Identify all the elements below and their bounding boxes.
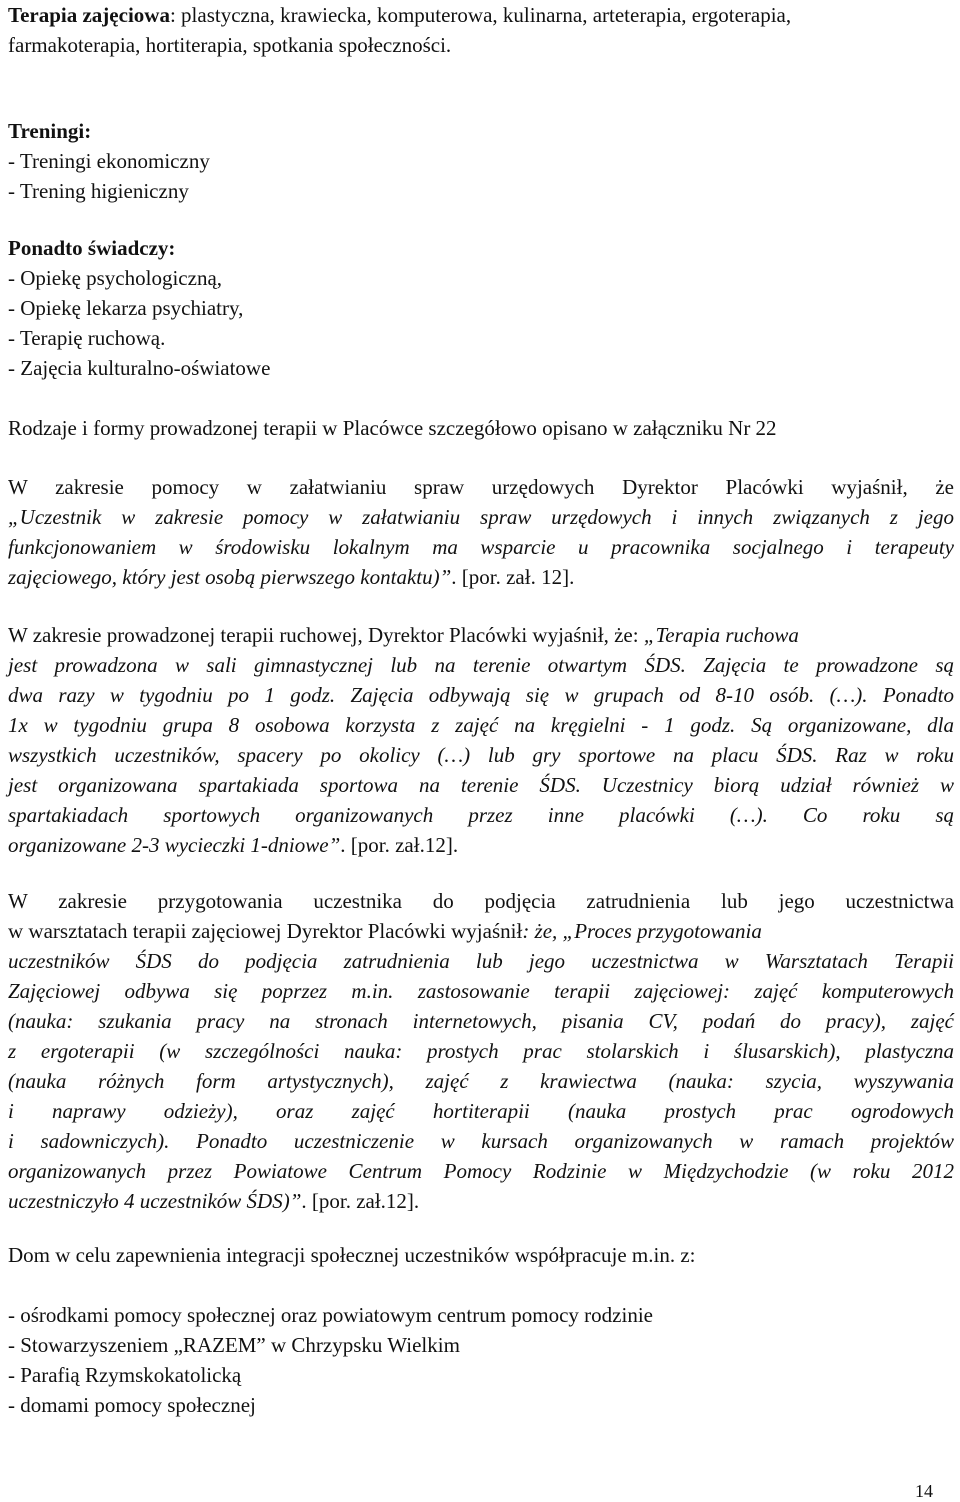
ruchowa-line-8-ref: . [por. zał.12].	[340, 833, 459, 857]
terapia-text-1: : plastyczna, krawiecka, komputerowa, kulinarna, arteterapia, ergoterapia,	[169, 3, 792, 27]
urzedowe-line-1: W zakresie pomocy w załatwianiu spraw urzędowych Dyrektor Placówki wyjaśnił, że	[8, 475, 954, 499]
treningi-heading: Treningi:	[8, 119, 92, 143]
zatrudnienie-line-1: W zakresie przygotowania uczestnika do podjęcia zatrudnienia lub jego uczestnictwa	[8, 889, 954, 913]
terapia-text-2: farmakoterapia, hortiterapia, spotkania społeczności.	[8, 33, 452, 57]
list-item: - ośrodkami pomocy społecznej oraz powiatowym centrum pomocy rodzinie	[8, 1303, 653, 1327]
urzedowe-line-3: funkcjonowaniem w środowisku lokalnym ma wsparcie u pracownika socjalnego i terapeuty	[8, 535, 954, 559]
ruchowa-line-7: spartakiadach sportowych organizowanych przez inne placówki (…). Co roku są	[8, 803, 954, 827]
list-item: - Opiekę psychologiczną,	[8, 266, 223, 290]
urzedowe-line-4-ref: . [por. zał. 12].	[451, 565, 575, 589]
list-item: - Stowarzyszeniem „RAZEM” w Chrzypsku Wielkim	[8, 1333, 460, 1357]
terapia-paragraph	[8, 0, 954, 60]
zatrudnienie-line-9: i sadowniczych). Ponadto uczestniczenie w kursach organizowanych w ramach projektów	[8, 1129, 954, 1153]
treningi-section	[8, 116, 954, 206]
urzedowe-paragraph	[8, 472, 954, 592]
ponadto-section	[8, 233, 954, 383]
zatrudnienie-paragraph	[8, 886, 954, 1216]
zatrudnienie-line-2: w warsztatach terapii zajęciowej Dyrektor Placówki wyjaśnił	[8, 919, 523, 943]
ruchowa-line-6: jest organizowana spartakiada sportowa na terenie ŚDS. Uczestnicy biorą udział również w	[8, 773, 954, 797]
list-item: - Trening higieniczny	[8, 179, 189, 203]
dom-intro-text: Dom w celu zapewnienia integracji społecznej uczestników współpracuje m.in. z:	[8, 1243, 696, 1267]
terapia-label: Terapia zajęciowa	[8, 3, 170, 27]
dom-list	[8, 1300, 954, 1420]
ruchowa-line-3: dwa razy w tygodniu po 1 godz. Zajęcia odbywają się w grupach od 8-10 osób. (…). Ponadto	[8, 683, 954, 707]
zatrudnienie-line-7: (nauka różnych form artystycznych), zajęć z krawiectwa (nauka: szycia, wyszywania	[8, 1069, 954, 1093]
list-item: - Zajęcia kulturalno-oświatowe	[8, 356, 271, 380]
list-item: - Terapię ruchową.	[8, 326, 166, 350]
zatrudnienie-line-11: uczestniczyło 4 uczestników ŚDS)”	[8, 1189, 302, 1213]
zatrudnienie-line-2-quote: : że, „Proces przygotowania	[522, 919, 762, 943]
list-item: - Parafią Rzymskokatolicką	[8, 1363, 242, 1387]
zatrudnienie-line-8: i naprawy odzieży), oraz zajęć hortiterapii (nauka prostych prac ogrodowych	[8, 1099, 954, 1123]
dom-intro	[8, 1240, 954, 1270]
ruchowa-line-2: jest prowadzona w sali gimnastycznej lub na terenie otwartym ŚDS. Zajęcia te prowadzone są	[8, 653, 954, 677]
rodzaje-paragraph	[8, 413, 954, 443]
zatrudnienie-line-4: Zajęciowej odbywa się poprzez m.in. zastosowanie terapii zajęciowej: zajęć komputerowych	[8, 979, 954, 1003]
list-item: - domami pomocy społecznej	[8, 1393, 256, 1417]
urzedowe-line-2: „Uczestnik w zakresie pomocy w załatwianiu spraw urzędowych i innych związanych z jego	[8, 505, 954, 529]
ruchowa-line-5: wszystkich uczestników, spacery po okolicy (…) lub gry sportowe na placu ŚDS. Raz w roku	[8, 743, 954, 767]
ruchowa-line-1: W zakresie prowadzonej terapii ruchowej, Dyrektor Placówki wyjaśnił, że:	[8, 623, 644, 647]
list-item: - Opiekę lekarza psychiatry,	[8, 296, 244, 320]
ruchowa-line-1-quote: „Terapia ruchowa	[643, 623, 799, 647]
urzedowe-line-4: zajęciowego, który jest osobą pierwszego kontaktu)”	[8, 565, 452, 589]
ponadto-heading: Ponadto świadczy:	[8, 236, 176, 260]
rodzaje-text: Rodzaje i formy prowadzonej terapii w Placówce szczegółowo opisano w załączniku Nr 22	[8, 416, 777, 440]
zatrudnienie-line-10: organizowanych przez Powiatowe Centrum Pomocy Rodzinie w Międzychodzie (w roku 2012	[8, 1159, 954, 1183]
zatrudnienie-line-6: z ergoterapii (w szczególności nauka: prostych prac stolarskich i ślusarskich), plastyczna	[8, 1039, 954, 1063]
ruchowa-paragraph	[8, 620, 954, 860]
zatrudnienie-line-3: uczestników ŚDS do podjęcia zatrudnienia lub jego uczestnictwa w Warsztatach Terapii	[8, 949, 954, 973]
zatrudnienie-line-11-ref: . [por. zał.12].	[301, 1189, 420, 1213]
ruchowa-line-8: organizowane 2-3 wycieczki 1-dniowe”	[8, 833, 341, 857]
list-item: - Treningi ekonomiczny	[8, 149, 210, 173]
ruchowa-line-4: 1x w tygodniu grupa 8 osobowa korzysta z zajęć na kręgielni - 1 godz. Są organizowane, dla	[8, 713, 954, 737]
page-number: 14	[915, 1481, 933, 1501]
zatrudnienie-line-5: (nauka: szukania pracy na stronach internetowych, pisania CV, podań do pracy), zajęć	[8, 1009, 954, 1033]
